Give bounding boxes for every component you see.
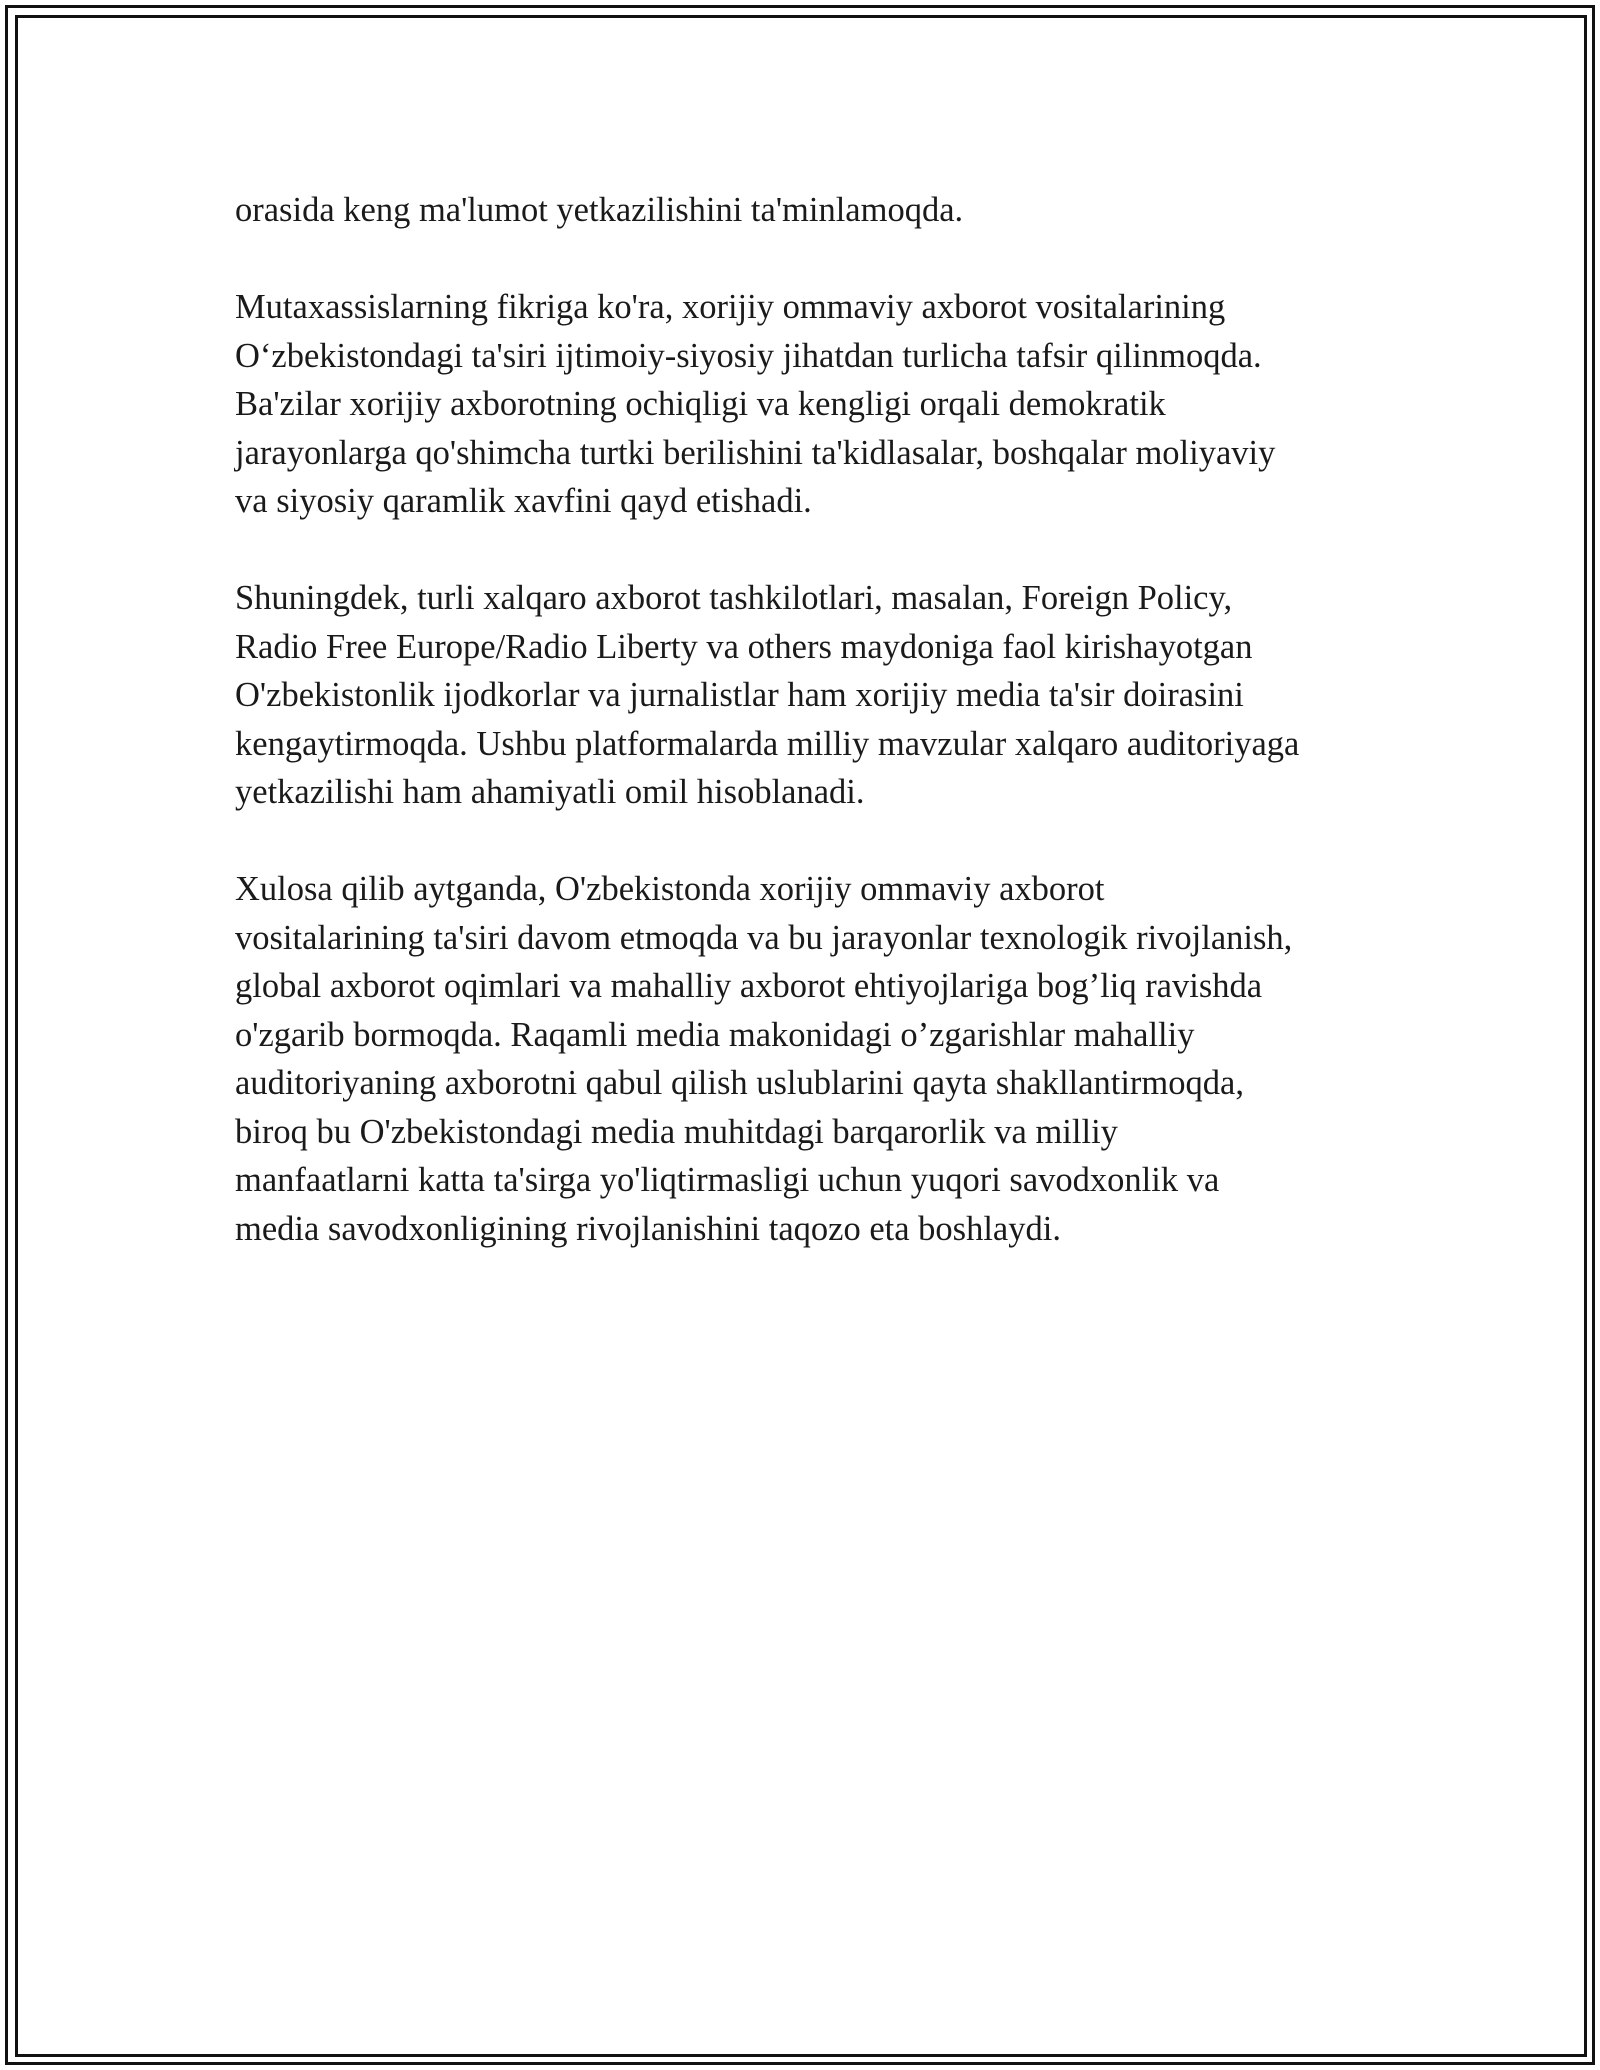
- paragraph-international-organizations: Shuningdek, turli xalqaro axborot tashkilotlari, masalan, Foreign Policy, Radio Free Europe/Radio Liberty va others maydoniga faol kirishayotgan O'zbekistonlik ijodkorlar va jurnalistlar ham xorijiy media ta'sir doirasini kengaytirmoqda. Ushbu platformalarda milliy mavzular xalqaro auditoriyaga yetkazilishi ham ahamiyatli omil hisoblanadi.: [235, 579, 1300, 811]
- paragraph-continuation: orasida keng ma'lumot yetkazilishini ta'minlamoqda.: [235, 191, 964, 229]
- document-body: [235, 186, 1385, 1302]
- paragraph-conclusion: Xulosa qilib aytganda, O'zbekistonda xorijiy ommaviy axborot vositalarining ta'siri davom etmoqda va bu jarayonlar texnologik rivojlanish, global axborot oqimlari va mahalliy axborot ehtiyojlariga bog’liq ravishda o'zgarib bormoqda. Raqamli media makonidagi o’zgarishlar mahalliy auditoriyaning axborotni qabul qilish uslublarini qayta shakllantirmoqda, biroq bu O'zbekistondagi media muhitdagi barqarorlik va milliy manfaatlarni katta ta'sirga yo'liqtirmasligi uchun yuqori savodxonlik va media savodxonligining rivojlanishini taqozo eta boshlaydi.: [235, 870, 1293, 1248]
- paragraph-experts-opinion: Mutaxassislarning fikriga ko'ra, xorijiy ommaviy axborot vositalarining O‘zbekistondagi ta'siri ijtimoiy-siyosiy jihatdan turlicha tafsir qilinmoqda. Ba'zilar xorijiy axborotning ochiqligi va kengligi orqali demokratik jarayonlarga qo'shimcha turtki berilishini ta'kidlasalar, boshqalar moliyaviy va siyosiy qaramlik xavfini qayd etishadi.: [235, 288, 1276, 520]
